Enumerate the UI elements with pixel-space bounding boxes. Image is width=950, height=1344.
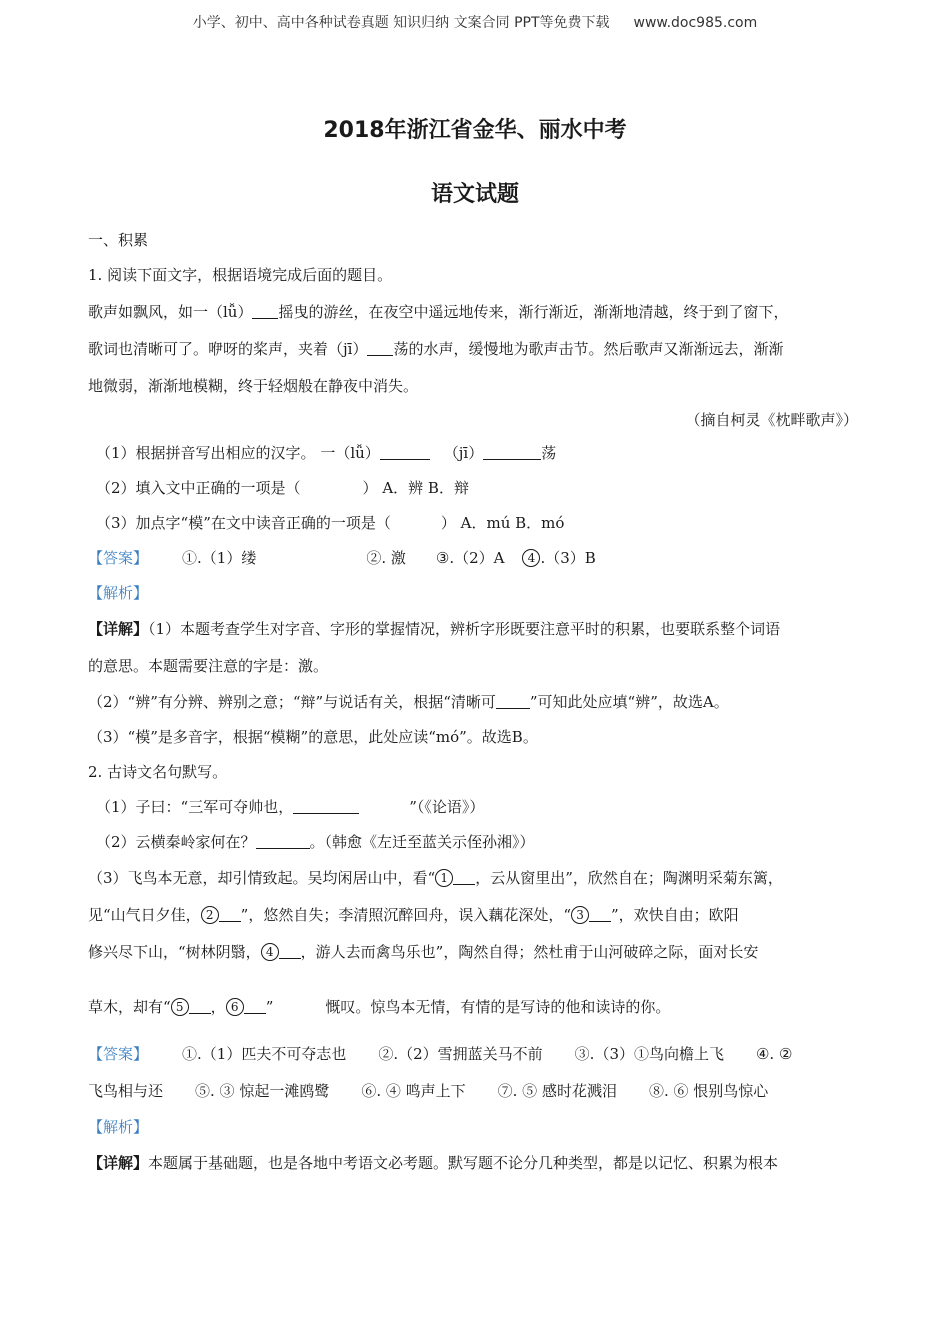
- blank: [279, 943, 301, 959]
- section-heading: 一、积累: [88, 231, 149, 249]
- q2-part2: （2）云横秦岭家何在？ 。（韩愈《左迁至蓝关示侄孙湘》）: [96, 833, 535, 851]
- blank: [219, 906, 241, 922]
- q2-detail: 【详解】本题属于基础题，也是各地中考语文必考题。默写题不论分几种类型，都是以记忆、积累为根本: [88, 1154, 779, 1172]
- q1-part1: （1）根据拼音写出相应的汉字。 一（lǚ） （jī） 荡: [96, 444, 557, 462]
- blank: [252, 303, 278, 319]
- blank: [483, 444, 541, 460]
- q1-analysis-label: 【解析】: [88, 584, 149, 602]
- blank: [189, 998, 211, 1014]
- header-url[interactable]: www.doc985.com: [633, 15, 758, 31]
- exam-title: 2018年浙江省金华、丽水中考: [323, 118, 627, 143]
- q1-part2: （2）填入文中正确的一项是（ ） A．辨 B．辩: [96, 479, 469, 497]
- circled-number: 4: [522, 549, 540, 567]
- q2-part3: （3）飞鸟本无意，却引情致起。吴均闲居山中，看“ 1 ，云从窗里出”，欣然自在；陶渊明采菊东篱， 见“山气日夕佳， 2 ”，悠然自失；李清照沉醉回舟，误入藕花深处，“ 3 ”，欢快自由；欧阳 修兴尽下山，“树林阴翳， 4 ，游人去而禽鸟乐也”，陶然自得；然杜甫于山河破碎之际，面对长安 草木，却有“ 5 ， 6 ” 慨叹。惊鸟本无情，有情的是写诗的他和读诗的你。: [88, 869, 783, 1016]
- q1-detail-2: （2）“辨”有分辨、辨别之意；“辩”与说话有关，根据“清晰可 ”可知此处应填“辨”，故选A。: [88, 693, 729, 711]
- q2-answer: 【答案】 ①.（1）匹夫不可夺志也 ②.（2）雪拥蓝关马不前 ③.（3）①鸟向檐上飞 ④. ②: [88, 1045, 793, 1063]
- blank: [244, 998, 266, 1014]
- exam-subtitle: 语文试题: [430, 182, 519, 207]
- circled-number: 2: [201, 906, 219, 924]
- blank: [453, 869, 475, 885]
- circled-number: 1: [435, 869, 453, 887]
- q2-part1: （1）子曰：“三军可夺帅也， ”（《论语》）: [96, 798, 485, 816]
- header-text: 小学、初中、高中各种试卷真题 知识归纳 文案合同 PPT等免费下载: [192, 15, 610, 31]
- q1-detail: 【详解】（1）本题考查学生对字音、字形的掌握情况，辨析字形既要注意平时的积累，也要联系整个词语: [88, 620, 781, 638]
- q2-analysis-label: 【解析】: [88, 1118, 149, 1136]
- q1-answer: 【答案】 ①.（1）缕 ②. 激 ③.（2）A 4 .（3）B: [88, 549, 596, 567]
- blank: [293, 798, 359, 814]
- page-header: [0, 12, 950, 32]
- q1-detail-3: （3）“模”是多音字，根据“模糊”的意思，此处应读“mó”。故选B。: [88, 728, 538, 746]
- circled-number: 6: [226, 998, 244, 1016]
- blank: [256, 833, 310, 849]
- circled-number: 4: [261, 943, 279, 961]
- q1-passage: 歌声如飘风，如一（lǚ） 摇曳的游丝，在夜空中遥远地传来，渐行渐近，渐渐地清越，终于到了窗下， 歌词也清晰可了。咿呀的桨声，夹着（jī） 荡的水声，缓慢地为歌声击节。然后歌声又渐渐远去，渐渐 地微弱，渐渐地模糊，终于轻烟般在静夜中消失。: [88, 303, 789, 395]
- circled-number: 3: [571, 906, 589, 924]
- q2-answer-cont: 飞鸟相与还 ⑤. ③ 惊起一滩鸥鹭 ⑥. ④ 鸣声上下 ⑦. ⑤ 感时花溅泪 ⑧. ⑥ 恨别鸟惊心: [88, 1082, 769, 1100]
- passage-source: （摘自柯灵《枕畔歌声》）: [685, 411, 858, 429]
- blank: [380, 444, 430, 460]
- blank: [496, 693, 530, 709]
- q2-stem: 2. 古诗文名句默写。: [88, 763, 228, 781]
- blank: [367, 340, 393, 356]
- exam-content: 一、积累 1. 阅读下面文字，根据语境完成后面的题目。 歌声如飘风，如一（lǚ） 摇曳的游丝，在夜空中遥远地传来，渐行渐近，渐渐地清越，终于到了窗下， 歌词也清晰可了。咿呀的桨声，夹着（jī） 荡的水声，缓慢地为歌声击节。然后歌声又渐渐远去，渐渐 地微弱，渐渐地模糊，终于轻烟般在静夜中消失。 （摘自柯灵《枕畔歌声》） （1）根据拼音写出相应的汉字。 一（lǚ） （jī） 荡 （2）填入文中正确的一项是（ ） A．辨 B．辩 （3）加点字“模”在文中读音正确的一项是（ ） A．mú B．mó 【答案】 ①.（1）缕 ②. 激 ③.（2）A 4 .（3）B 【解析】 【详解】（1）本题考查学生对字音、字形的掌握情况，辨析字形既要注意平时的积累，也要联系整个词语 的意思。本题需要注意的字是：激。 （2）“辨”有分辨、辨别之意；“辩”与说话有关，根据“清晰可 ”可知此处应填“辨”，故选A。 （3）“模”是多音字，根据“模糊”的意思，此处应读“mó”。故选B。 2. 古诗文名句默写。 （1）子曰：“三军可夺帅也， ”（《论语》） （2）云横秦岭家何在？ 。（韩愈《左迁至蓝关示侄孙湘》） （3）飞鸟本无意，却引情致起。吴均闲居山中，看“ 1 ，云从窗里出”，欣然自在；陶渊明采菊东篱， 见“山气日夕佳， 2 ”，悠然自失；李清照沉醉回舟，误入藕花深处，“ 3 ”，欢快自由；欧阳 修兴尽下山，“树林阴翳， 4 ，游人去而禽鸟乐也”，陶然自得；然杜甫于山河破碎之际，面对长安 草木，却有“ 5 ， 6 ” 慨叹。惊鸟本无情，有情的是写诗的他和读诗的你。 【答案】 ①.（1）匹夫不可夺志也 ②.（2）雪拥蓝关马不前 ③.（3）①鸟向檐上飞 ④. ② 飞鸟相与还 ⑤. ③ 惊起一滩鸥鹭 ⑥. ④ 鸣声上下 ⑦. ⑤ 感时花溅泪 ⑧. ⑥ 恨别鸟惊心 【解析】 【详解】本题属于基础题，也是各地中考语文必考题。默写题不论分几种类型，都是以记忆、积累为根本: [88, 228, 870, 1182]
- q1-part3: （3）加点字“模”在文中读音正确的一项是（ ） A．mú B．mó: [96, 514, 565, 532]
- q1-stem: 1. 阅读下面文字，根据语境完成后面的题目。: [88, 266, 393, 284]
- circled-number: 5: [171, 998, 189, 1016]
- blank: [589, 906, 611, 922]
